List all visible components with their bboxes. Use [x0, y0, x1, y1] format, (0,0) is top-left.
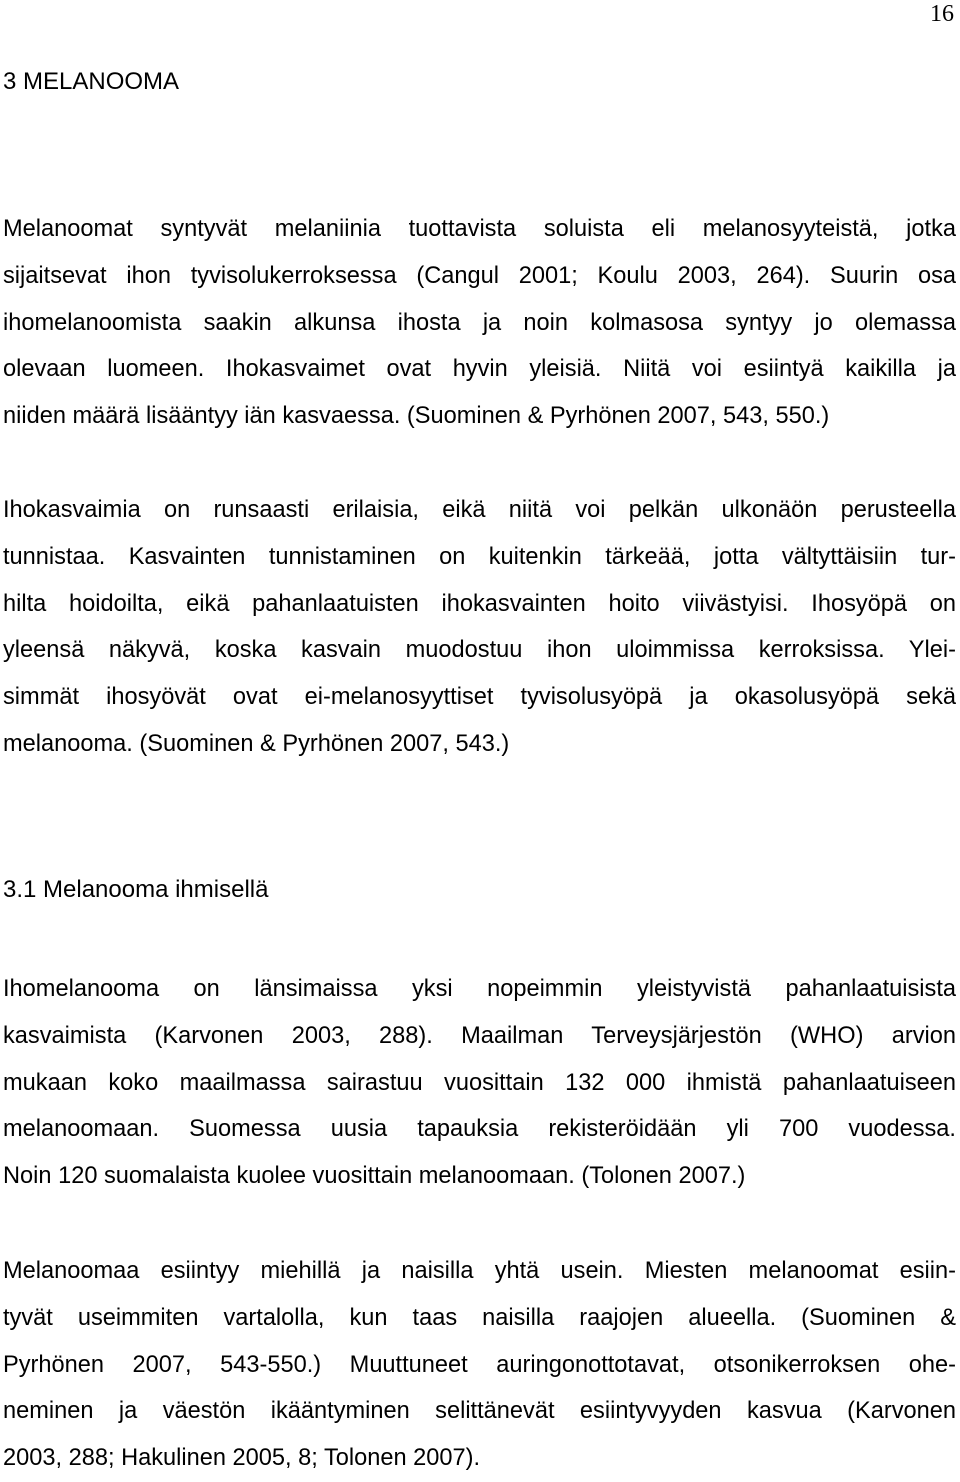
- paragraph-line: melanooma. (Suominen & Pyrhönen 2007, 543.): [3, 730, 510, 757]
- paragraph-4: [3, 1248, 956, 1482]
- paragraph-line: Melanoomaa esiintyy miehillä ja naisilla yhtä usein. Miesten melanoomat esiin-: [3, 1258, 956, 1284]
- paragraph-line: tunnistaa. Kasvainten tunnistaminen on kuitenkin tärkeää, jotta vältyttäisiin tur-: [3, 543, 956, 570]
- section-heading: 3 MELANOOMA: [3, 68, 180, 95]
- paragraph-line: kasvaimista (Karvonen 2003, 288). Maailman Terveysjärjestön (WHO) arvion: [3, 1022, 956, 1049]
- paragraph-3: [3, 966, 956, 1200]
- paragraph-line: yleensä näkyvä, koska kasvain muodostuu ihon uloimmissa kerroksissa. Ylei-: [3, 637, 956, 664]
- paragraph-line: 2003, 288; Hakulinen 2005, 8; Tolonen 2007).: [3, 1445, 481, 1472]
- paragraph-line: hilta hoidoilta, eikä pahanlaatuisten ihokasvainten hoito viivästyisi. Ihosyöpä on: [3, 590, 956, 617]
- paragraph-line: sijaitsevat ihon tyvisolukerroksessa (Cangul 2001; Koulu 2003, 264). Suurin osa: [3, 262, 956, 289]
- paragraph-line: Melanoomat syntyvät melaniinia tuottavista soluista eli melanosyyteistä, jotka: [3, 216, 956, 242]
- paragraph-line: Noin 120 suomalaista kuolee vuosittain melanoomaan. (Tolonen 2007.): [3, 1163, 746, 1190]
- paragraph-line: neminen ja väestön ikääntyminen selittänevät esiintyvyyden kasvua (Karvonen: [3, 1398, 956, 1425]
- paragraph-line: Ihomelanooma on länsimaissa yksi nopeimmin yleistyvistä pahanlaatuisista: [3, 976, 956, 1002]
- paragraph-line: niiden määrä lisääntyy iän kasvaessa. (Suominen & Pyrhönen 2007, 543, 550.): [3, 403, 830, 430]
- paragraph-line: olevaan luomeen. Ihokasvaimet ovat hyvin yleisiä. Niitä voi esiintyä kaikilla ja: [3, 356, 956, 383]
- paragraph-line: ihomelanoomista saakin alkunsa ihosta ja noin kolmasosa syntyy jo olemassa: [3, 309, 956, 336]
- paragraph-line: mukaan koko maailmassa sairastuu vuosittain 132 000 ihmistä pahanlaatuiseen: [3, 1069, 956, 1096]
- paragraph-2: [3, 487, 956, 768]
- paragraph-line: Pyrhönen 2007, 543-550.) Muuttuneet auringonottotavat, otsonikerroksen ohe-: [3, 1351, 956, 1378]
- page-number: 16: [930, 1, 954, 27]
- paragraph-line: Ihokasvaimia on runsaasti erilaisia, eikä niitä voi pelkän ulkonäön perusteella: [3, 497, 956, 523]
- paragraph-1: [3, 206, 956, 440]
- subsection-heading: 3.1 Melanooma ihmisellä: [3, 876, 269, 903]
- paragraph-line: tyvät useimmiten vartalolla, kun taas naisilla raajojen alueella. (Suominen &: [3, 1304, 956, 1331]
- paragraph-line: simmät ihosyövät ovat ei-melanosyyttiset tyvisolusyöpä ja okasolusyöpä sekä: [3, 684, 956, 711]
- paragraph-line: melanoomaan. Suomessa uusia tapauksia rekisteröidään yli 700 vuodessa.: [3, 1116, 956, 1143]
